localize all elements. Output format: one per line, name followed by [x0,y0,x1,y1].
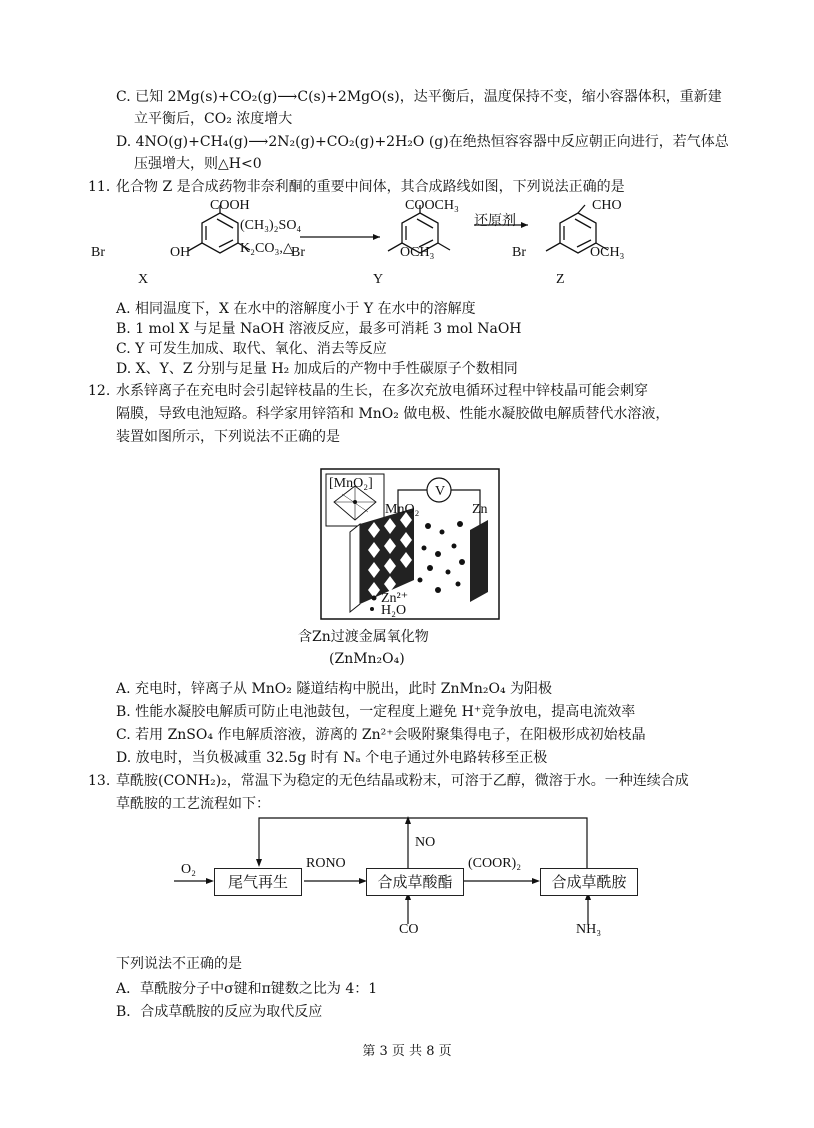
figure-caption-1: 含Zn过渡金属氧化物 [298,629,429,645]
flow-nh3-label: NH₃ [576,922,602,937]
oxamide-synthesis-box: 合成草酰胺 [540,868,638,896]
z-compound-name: Z [556,272,565,287]
y-bromo-label: Br [291,245,305,260]
figure-caption-2: (ZnMn₂O₄) [329,651,405,667]
arrow1-reagent-top: (CH₃)₂SO₄ [240,218,302,233]
flow-o2-label: O₂ [181,862,196,877]
q13-option-b: B．合成草酰胺的反应为取代反应 [116,1004,323,1020]
q11-option-b: B. 1 mol X 与足量 NaOH 溶液反应，最多可消耗 3 mol NaOH [116,321,522,337]
q12-option-a: A. 充电时，锌离子从 MnO₂ 隧道结构中脱出，此时 ZnMn₂O₄ 为阳极 [116,681,553,697]
legend-water: H₂O [381,603,407,618]
q11-option-a: A. 相同温度下，X 在水中的溶解度小于 Y 在水中的溶解度 [116,301,476,317]
q11-option-d: D. X、Y、Z 分别与足量 H₂ 加成后的产物中手性碳原子个数相同 [116,361,518,377]
q12-stem-line3: 装置如图所示，下列说法不正确的是 [116,429,340,445]
flow-rono-label: RONO [306,856,346,871]
zn-label: Zn [472,502,488,517]
tail-gas-regeneration-box: 尾气再生 [214,868,302,896]
zn-electrode [470,520,488,602]
q13-question: 下列说法不正确的是 [116,956,242,972]
q12-stem-line2: 隔膜，导致电池短路。科学家用锌箔和 MnO₂ 做电极、性能水凝胶做电解质替代水溶液， [116,406,670,422]
q13-stem-line1: 草酰胺(CONH₂)₂，常温下为稳定的无色结晶或粉末，可溶于乙醇，微溶于水。一种连续合成 [116,773,689,789]
q12-option-b: B. 性能水凝胶电解质可防止电池鼓包，一定程度上避免 H⁺竞争放电，提高电流效率 [116,704,636,720]
z-aldehyde-label: CHO [592,198,622,213]
q13-option-a: A．草酰胺分子中σ键和π键数之比为 4：1 [116,981,378,997]
structure-drawings [80,195,720,290]
flow-coor-label: (COOR)₂ [468,856,522,871]
flow-no-label: NO [415,835,436,850]
q13-stem-line2: 草酰胺的工艺流程如下： [116,796,270,812]
z-bromo-label: Br [512,245,526,260]
page-footer: 第 3 页 共 8 页 [362,1044,452,1059]
q12-number: 12. [88,383,111,399]
q11-option-c: C. Y 可发生加成、取代、氧化、消去等反应 [116,341,387,357]
q10-option-d-line1: D. 4NO(g)+CH₄(g)⟶2N₂(g)+CO₂(g)+2H₂O (g)在绝热恒容容器中反应朝正向进行，若气体总 [116,134,729,150]
legend-zn-ion: Zn²⁺ [381,591,409,606]
q10-option-d-line2: 压强增大，则△H<0 [134,156,262,172]
q10-option-c-line2: 立平衡后，CO₂ 浓度增大 [134,111,293,127]
q12-option-d: D. 放电时，当负极减重 32.5g 时有 Nₐ 个电子通过外电路转移至正极 [116,750,548,766]
q11-number: 11． [88,179,120,195]
x-compound-name: X [138,272,149,287]
x-carboxyl-label: COOH [210,198,250,213]
mno2-label: MnO₂ [385,502,420,517]
x-bromo-label: Br [91,245,105,260]
inset-label: [MnO₂] [329,476,373,491]
flow-co-label: CO [399,922,419,937]
y-ester-label: COOCH₃ [405,198,459,213]
arrow2-reagent: 还原剂 [474,214,516,229]
oxalate-synthesis-box: 合成草酸酯 [366,868,464,896]
arrow1-reagent-bottom: K₂CO₃,△ [240,241,294,256]
q10-option-c-line1: C. 已知 2Mg(s)+CO₂(g)⟶C(s)+2MgO(s)，达平衡后，温度保持不变，缩小容器体积，重新建 [116,89,722,105]
voltmeter-label: V [435,484,446,499]
y-methoxy-label: OCH₃ [400,245,435,260]
y-compound-name: Y [373,272,384,287]
x-hydroxyl-label: OH [170,245,191,260]
q13-number: 13. [88,773,111,789]
q12-option-c: C. 若用 ZnSO₄ 作电解质溶液，游离的 Zn²⁺会吸附聚集得电子，在阳极形成初始枝晶 [116,727,646,743]
q11-stem: 化合物 Z 是合成药物非奈利酮的重要中间体，其合成路线如图，下列说法正确的是 [116,179,625,195]
q12-stem-line1: 水系锌离子在充电时会引起锌枝晶的生长，在多次充放电循环过程中锌枝晶可能会刺穿 [116,383,648,399]
z-methoxy-label: OCH₃ [590,245,625,260]
